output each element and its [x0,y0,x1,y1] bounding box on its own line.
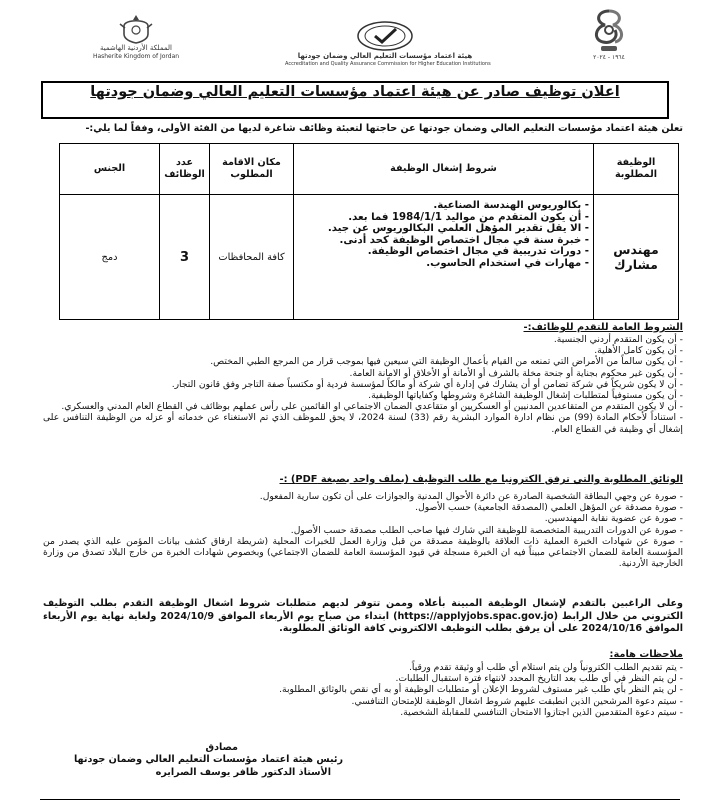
requirement-item: - بكالوريوس الهندسة الصناعية. [433,200,589,211]
job-count-cell: 3 [160,195,210,320]
commission-name-en: Accreditation and Quality Assurance Commission for Higher Education Institutions [285,61,491,67]
jordan-logo [76,14,196,61]
commission-emblem-icon [355,20,415,52]
condition-item: - أن يكون مستوفياً لمتطلبات إشغال الوظيفة الشاغرة وشروطها وكفاياتها الوظيفية. [368,390,683,402]
notes-list [43,662,683,718]
job-title-cell: مهندس مشارك [594,195,679,320]
job-table [59,143,679,320]
signatory-position: رئيس هيئة اعتماد مؤسسات التعليم العالي وضمان جودتها [73,754,343,765]
commission-logo [285,20,491,68]
header-job-title: الوظيفة المطلوبة [594,144,679,195]
requirement-item: - أن يكون المتقدم من مواليد 1984/1/1 فما بعد. [348,211,589,223]
document-item: - صورة مصدقة عن المؤهل العلمي (المصدقة الجامعية) حسب الأصول. [415,502,683,514]
documents-heading: الوثائق المطلوبة والتي ترفق الكترونيا مع طلب التوظيف (بملف واحد بصيغة PDF) :- [279,474,683,485]
coat-of-arms-icon [119,14,153,44]
documents-list [43,491,683,569]
job-location-cell: كافة المحافظات [210,195,294,320]
anniversary-emblem-icon [587,8,631,54]
general-conditions-heading: الشروط العامة للتقدم للوظائف:- [523,322,683,333]
jordan-name-en: Hasherite Kingdom of Jordan [92,53,180,60]
notes-heading: ملاحظات هامة: [609,649,683,660]
announcement-title: اعلان توظيف صادر عن هيئة اعتماد مؤسسات التعليم العالي وضمان جودتها [41,81,669,119]
jordan-name-ar: المملكة الأردنية الهاشمية [99,44,173,52]
condition-item: - أن يكون كامل الأهلية. [594,345,683,357]
header-count: عدد الوظائف [160,144,210,195]
requirement-item: - مهارات في استخدام الحاسوب. [426,257,589,269]
requirement-item: - دورات تدريبية في مجال اختصاص الوظيفة. [367,246,589,258]
commission-name-ar: هيئة اعتماد مؤسسات التعليم العالي وضمان جودتها [297,52,473,60]
header-location: مكان الاقامة المطلوب [210,144,294,195]
approval-label: مصادق [205,742,238,753]
application-paragraph: وعلى الراغبين بالتقدم لإشغال الوظيفة المبينة بأعلاه وممن تتوفر لديهم متطلبات شروط اشغال الوظيفة التقدم بطلب التوظيف الكتروني من خلال الرابط (https://applyjobs.spac.gov.jo) ابتداء من صباح يوم الأربعاء الموافق 2024/10/9 ولغاية نهاية يوم الأربعاء الموافق 2024/10/16 على أن يرفق بطلب التوظيف الالكتروني كافة الوثائق المطلوبة. [43,598,683,634]
job-gender-cell: دمج [60,195,160,320]
condition-item: - أن يكون المتقدم أردني الجنسية. [553,334,683,345]
job-table-row [60,195,679,320]
anniversary-logo [570,8,648,62]
note-item: - سيتم دعوة المرشحين الذين انطبقت عليهم شروط اشغال الوظيفة للإمتحان التنافسي. [351,695,683,707]
document-item: - صورة عن الدورات التدريبية المتخصصة للوظيفة التي شارك فيها صاحب الطلب مصدقة حسب الأصول. [290,524,683,536]
intro-paragraph: تعلن هيئة اعتماد مؤسسات التعليم العالي وضمان جودتها عن حاجتها لتعبئة وظائف شاغرة لديها من الفئة الأولى، وفقاً لما يلي:- [85,123,683,134]
note-item: - سيتم دعوة المتقدمين الذين اجتازوا الامتحان التنافسي للمقابلة الشخصية. [400,706,683,718]
document-item: - صورة عن شهادات الخبرة العملية ذات العلاقة بالوظيفة مصدقة من قبل وزارة العمل للخبرات المحلية (شريطة ارفاق كشف بيانات المؤمن عليه الذي يصدر من المؤسسة العامة للضمان الاجتماعي مبيناً فيه ان الخبرة مسجلة في قيود المؤسسة العامة للضمان الاجتماعي) وبخصوص شهادات الخبرة من خارج البلاد تصدق من وزارة الخارجية الأردنية. [43,535,683,570]
condition-item: - أن يكون غير محكوم بجناية أو جنحة مخلة بالشرف أو الأمانة أو الأخلاق أو الامانة العامة. [349,367,683,379]
job-table-header-row [60,144,679,195]
header-gender: الجنس [60,144,160,195]
general-conditions-list [43,334,683,435]
note-item: - لن يتم النظر في أي طلب بعد التاريخ المحدد لانتهاء فترة استقبال الطلبات. [395,673,683,685]
footer-divider [40,799,680,800]
requirement-item: - خبرة سنة في مجال اختصاص الوظيفة كحد أدنى. [339,234,589,246]
condition-item: - استناداً لأحكام المادة (99) من نظام ادارة الموارد البشرية رقم (33) لسنة 2024، لا يحق للموظف الذي تم الاستغناء عن خدماته أو عزله من الوظيفة التنافس على إشغال أي وظيفة في القطاع العام. [43,412,683,435]
condition-item: - أن لا يكون شريكاً في شركة تضامن أو أن يشارك في إدارة أي شركة أو مالكاً لمؤسسة فردية أو مكتسباً صفة التاجر وفق قانون التجار. [171,378,683,390]
condition-item: - أن لا يكون المتقدم من المتقاعدين المدنيين أو العسكريين او متقاعدي الضمان الاجتماعي او القائمين على رأس عملهم بوظائف في القطاع العام المدني والعسكري. [61,401,683,413]
condition-item: - أن يكون سالماً من الأمراض التي تمنعه من القيام بأعمال الوظيفة التي سيعين فيها بموجب قرار من المرجع الطبي المختص. [210,356,683,368]
header-requirements: شروط إشغال الوظيفة [294,144,594,195]
requirement-item: - الا يقل تقدير المؤهل العلمي البكالوريوس عن جيد. [327,223,589,235]
document-item: - صورة عن عضوية نقابة المهندسين. [544,513,683,525]
note-item: - يتم تقديم الطلب الكترونياً ولن يتم استلام أي طلب أو وثيقة تقدم ورقياً. [409,662,683,673]
anniversary-caption: ١٩٦٤ - ٢٠٢٤ [593,54,625,61]
document-item: - صورة عن وجهي البطاقة الشخصية الصادرة عن دائرة الأحوال المدنية والجوازات على أن تكون سارية المفعول. [259,491,683,502]
job-requirements-cell [294,195,594,320]
signatory-name: الأستاذ الدكتور ظافر يوسف الصرايره [155,767,331,778]
note-item: - لن يتم النظر بأي طلب غير مستوف لشروط الإعلان أو متطلبات الوظيفة أو به أي نقص بالوثائق المطلوبة. [279,684,683,696]
